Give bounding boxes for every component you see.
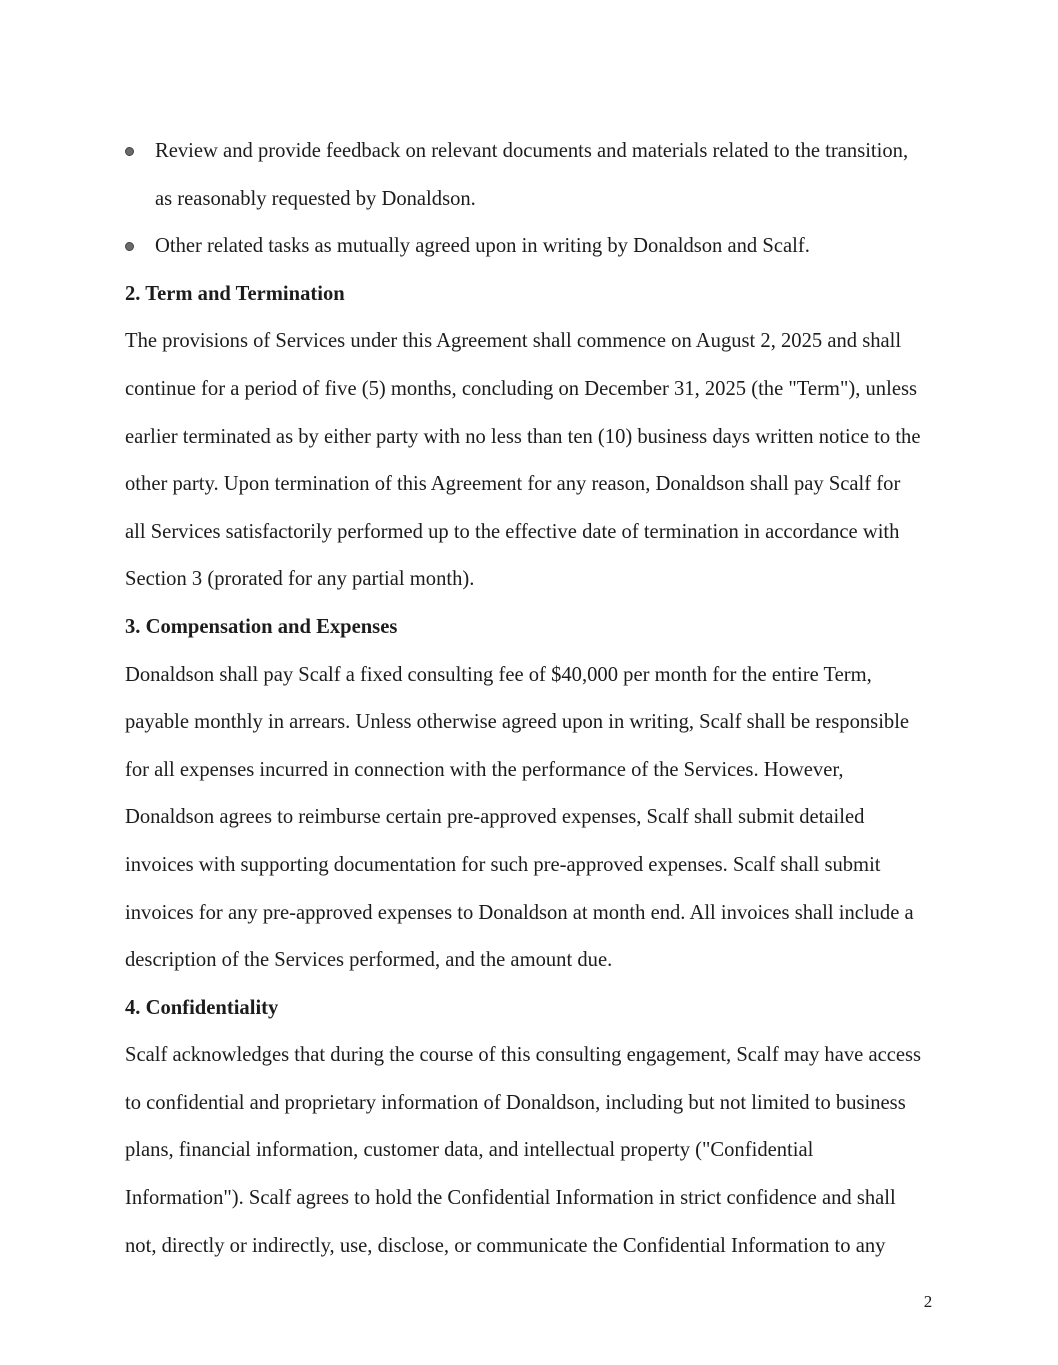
page-number: 2 <box>923 1292 933 1311</box>
bullet-text: as reasonably requested by Donaldson. <box>155 187 476 210</box>
paragraph-line: Section 3 (prorated for any partial month). <box>125 568 475 591</box>
paragraph-line: Donaldson shall pay Scalf a fixed consulting fee of $40,000 per month for the entire Term, <box>125 663 872 686</box>
paragraph-line: not, directly or indirectly, use, disclose, or communicate the Confidential Information to any <box>125 1234 886 1257</box>
paragraph-line: earlier terminated as by either party with no less than ten (10) business days written notice to the <box>125 425 921 448</box>
section-heading-term: 2. Term and Termination <box>125 282 345 305</box>
paragraph-line: plans, financial information, customer data, and intellectual property ("Confidential <box>125 1139 814 1162</box>
paragraph-line: description of the Services performed, and the amount due. <box>125 949 613 972</box>
paragraph-line: continue for a period of five (5) months, concluding on December 31, 2025 (the "Term"), unless <box>125 377 917 400</box>
bullet-icon <box>125 147 134 156</box>
paragraph-line: Information"). Scalf agrees to hold the Confidential Information in strict confidence and shall <box>125 1187 896 1210</box>
bullet-text: Review and provide feedback on relevant documents and materials related to the transition, <box>155 140 909 162</box>
paragraph-line: Scalf acknowledges that during the course of this consulting engagement, Scalf may have access <box>125 1044 922 1067</box>
paragraph-line: Donaldson agrees to reimburse certain pre-approved expenses, Scalf shall submit detailed <box>125 806 865 829</box>
paragraph-line: other party. Upon termination of this Agreement for any reason, Donaldson shall pay Scalf for <box>125 473 901 496</box>
bullet-icon <box>125 242 134 251</box>
document-body <box>125 128 931 1270</box>
paragraph-line: The provisions of Services under this Agreement shall commence on August 2, 2025 and shall <box>125 330 902 353</box>
bullet-item-review-continued <box>125 176 931 224</box>
paragraph-line: invoices with supporting documentation for such pre-approved expenses. Scalf shall submit <box>125 853 881 876</box>
paragraph-line: invoices for any pre-approved expenses to Donaldson at month end. All invoices shall include a <box>125 901 914 924</box>
section-heading-confidentiality: 4. Confidentiality <box>125 996 279 1019</box>
bullet-text: Other related tasks as mutually agreed upon in writing by Donaldson and Scalf. <box>155 235 810 258</box>
paragraph-line: for all expenses incurred in connection with the performance of the Services. However, <box>125 758 844 781</box>
paragraph-line: to confidential and proprietary information of Donaldson, including but not limited to business <box>125 1091 906 1114</box>
bullet-item-other-tasks <box>125 223 931 271</box>
section-heading-compensation: 3. Compensation and Expenses <box>125 615 398 638</box>
paragraph-line: all Services satisfactorily performed up to the effective date of termination in accordance with <box>125 520 900 543</box>
bullet-item-review <box>125 128 931 176</box>
paragraph-line: payable monthly in arrears. Unless otherwise agreed upon in writing, Scalf shall be responsible <box>125 711 910 734</box>
